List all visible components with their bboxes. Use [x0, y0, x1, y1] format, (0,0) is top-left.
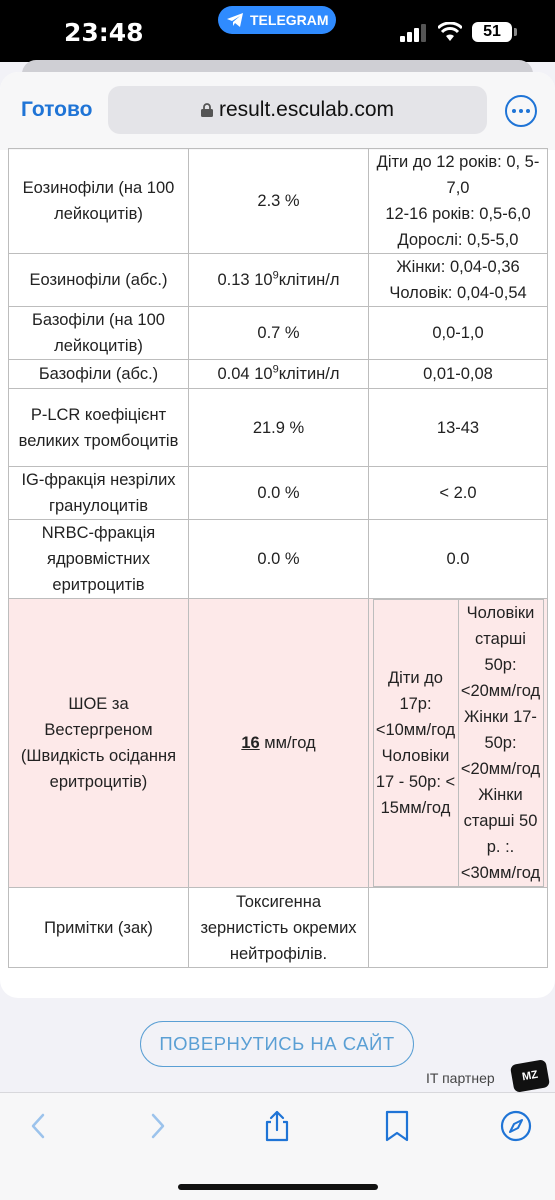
browser-sheet — [0, 72, 555, 998]
bookmarks-icon[interactable] — [380, 1109, 414, 1143]
reference-range — [369, 599, 548, 888]
telegram-icon — [226, 12, 244, 28]
signal-icon — [400, 24, 428, 42]
reference-line: Дорослі: 0,5-5,0 — [397, 231, 519, 249]
value-unit: клітин/л — [278, 271, 340, 289]
reference-line: Жінки: 0,04-0,36 — [396, 258, 520, 276]
test-name: Еозинофіли (на 100 лейкоцитів) — [9, 149, 189, 254]
return-to-site-button[interactable]: ПОВЕРНУТИСЬ НА САЙТ — [140, 1021, 414, 1067]
test-name: Еозинофіли (абс.) — [9, 254, 189, 307]
reference-range — [369, 888, 548, 968]
browser-nav-bar — [0, 72, 555, 150]
reference-line: Діти до 12 років: 0, 5-7,0 — [376, 153, 540, 197]
value-exponent: 9 — [272, 363, 279, 376]
reference-range: 13-43 — [369, 389, 548, 467]
value-unit: мм/год — [259, 734, 316, 752]
telegram-label: TELEGRAM — [250, 12, 329, 28]
reference-range — [369, 149, 548, 254]
test-value: 21.9 % — [189, 389, 369, 467]
reference-subtable — [373, 599, 544, 887]
table-row — [9, 389, 548, 467]
test-value: Токсигенна зернистість окремих нейтрофілів. — [189, 888, 369, 968]
results-table — [8, 148, 548, 968]
reference-line: 12-16 років: 0,5-6,0 — [385, 205, 531, 223]
value-number: 0.13 10 — [217, 271, 273, 289]
lock-icon — [201, 103, 213, 117]
test-value — [189, 254, 369, 307]
test-name: Примітки (зак) — [9, 888, 189, 968]
url-bar[interactable] — [108, 86, 487, 134]
test-value: 0.0 % — [189, 467, 369, 520]
reference-right: Чоловіки старші 50р: <20мм/год Жінки 17-50р: <20мм/год Жінки старші 50 р. :. <30мм/год — [458, 600, 543, 887]
test-value: 0.0 % — [189, 520, 369, 599]
test-name: Базофіли (абс.) — [9, 360, 189, 389]
table-row — [9, 520, 548, 599]
reference-subtable-row — [373, 600, 543, 887]
wifi-icon — [438, 22, 462, 42]
test-value: 2.3 % — [189, 149, 369, 254]
clock: 23:48 — [64, 18, 144, 47]
battery-indicator: 51 — [472, 22, 512, 42]
forward-icon[interactable] — [140, 1109, 174, 1143]
test-name: Базофіли (на 100 лейкоцитів) — [9, 307, 189, 360]
reference-range: < 2.0 — [369, 467, 548, 520]
share-icon[interactable] — [260, 1109, 294, 1143]
table-row — [9, 149, 548, 254]
table-row — [9, 360, 548, 389]
test-name: ШОЕ за Вестергреном (Швидкість осідання еритроцитів) — [9, 599, 189, 888]
back-icon[interactable] — [22, 1109, 56, 1143]
test-value — [189, 599, 369, 888]
more-dot-icon — [519, 109, 523, 113]
more-options-button[interactable] — [505, 95, 537, 127]
test-name: P-LCR коефіцієнт великих тромбоцитів — [9, 389, 189, 467]
table-row-highlighted — [9, 599, 548, 888]
more-dot-icon — [526, 109, 530, 113]
results-table-wrapper — [8, 148, 547, 968]
table-row — [9, 888, 548, 968]
more-dot-icon — [512, 109, 516, 113]
reference-range: 0,0-1,0 — [369, 307, 548, 360]
test-value: 0.7 % — [189, 307, 369, 360]
table-row — [9, 307, 548, 360]
compass-icon[interactable] — [499, 1109, 533, 1143]
status-bar — [0, 0, 555, 62]
value-number: 0.04 10 — [217, 365, 273, 383]
table-row — [9, 467, 548, 520]
home-indicator — [178, 1184, 378, 1190]
reference-range: 0,01-0,08 — [369, 360, 548, 389]
partner-logo[interactable]: MZ — [510, 1059, 550, 1093]
telegram-return-pill[interactable] — [218, 6, 336, 34]
test-name: IG-фракція незрілих гранулоцитів — [9, 467, 189, 520]
reference-range — [369, 254, 548, 307]
table-row — [9, 254, 548, 307]
value-number-abnormal: 16 — [241, 734, 260, 752]
partner-label: IT партнер — [426, 1070, 495, 1086]
done-button[interactable]: Готово — [21, 98, 93, 121]
test-name: NRBC-фракція ядровмістних еритроцитів — [9, 520, 189, 599]
reference-range: 0.0 — [369, 520, 548, 599]
value-exponent: 9 — [272, 269, 279, 282]
test-value — [189, 360, 369, 389]
reference-left: Діти до 17р: <10мм/год Чоловіки 17 - 50р: < 15мм/год — [373, 600, 458, 887]
reference-line: Чоловік: 0,04-0,54 — [389, 284, 527, 302]
value-unit: клітин/л — [278, 365, 340, 383]
url-text: result.esculab.com — [218, 98, 395, 121]
